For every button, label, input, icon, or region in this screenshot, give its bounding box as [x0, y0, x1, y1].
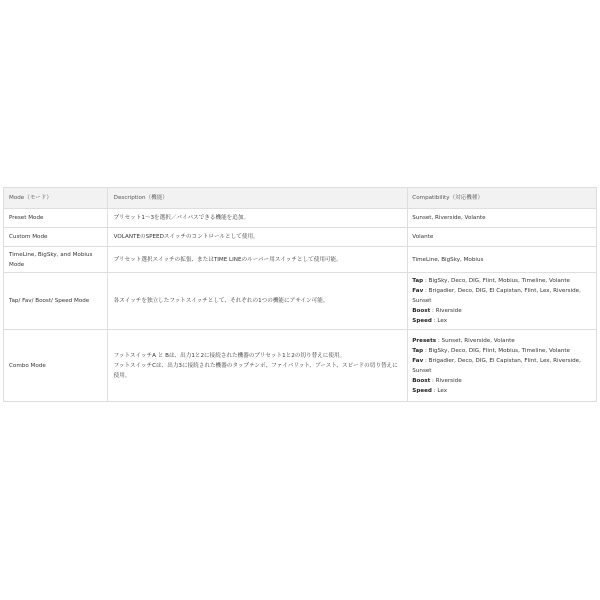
description-cell: 各スイッチを独立したフットスイッチとして、それぞれの1つの機能にアサイン可能。: [107, 273, 408, 330]
description-cell: VOLANTEのSPEEDスイッチのコントロールとして使用。: [107, 228, 408, 247]
header-mode: Mode（モード）: [4, 188, 108, 209]
mode-compatibility-table: [3, 187, 597, 402]
mode-cell: Preset Mode: [4, 209, 108, 228]
compatibility-cell: TimeLine, BigSky, Mobius: [408, 247, 597, 273]
compat-line: Fav : Brigadier, Deco, DIG, El Capistan, Flint, Lex, Riverside, Sunset: [412, 357, 581, 374]
compatibility-cell: Volante: [408, 228, 597, 247]
description-cell: プリセット1～3を選択／バイパスできる機能を追加。: [107, 209, 408, 228]
mode-cell: Tap/ Fav/ Boost/ Speed Mode: [4, 273, 108, 330]
table-row: [4, 228, 597, 247]
table-row: [4, 209, 597, 228]
compatibility-cell: [408, 273, 597, 330]
header-compatibility: Compatibility（対応機種）: [408, 188, 597, 209]
compat-line: Presets : Sunset, Riverside, Volante: [412, 337, 515, 344]
compatibility-cell: [408, 330, 597, 402]
compat-line: Speed : Lex: [412, 318, 448, 324]
table-row: [4, 330, 597, 402]
description-cell: プリセット選択スイッチの拡張、またはTIME LINEのルーパー用スイッチとして使用可能。: [107, 247, 408, 273]
table-header-row: [4, 188, 597, 209]
header-description: Description（機能）: [107, 188, 408, 209]
description-line: フットスイッチCは、出力3に接続された機器のタップテンポ、ファイバリット、ブースト、スピードの切り替えに使用。: [113, 362, 398, 379]
compat-line: Tap : BigSky, Deco, DIG, Flint, Mobius, Timeline, Volante: [412, 347, 570, 354]
compat-line: Speed : Lex: [412, 387, 448, 394]
mode-cell: Combo Mode: [4, 330, 108, 402]
compat-line: Fav : Brigadier, Deco, DIG, El Capistan, Flint, Lex, Riverside, Sunset: [412, 288, 581, 304]
compat-line: Boost : Riverside: [412, 377, 462, 384]
compatibility-cell: Sunset, Riverside, Volante: [408, 209, 597, 228]
mode-cell: Custom Mode: [4, 228, 108, 247]
table-row: [4, 273, 597, 330]
table-row: [4, 247, 597, 273]
description-cell: [107, 330, 408, 402]
description-line: フットスイッチA と Bは、出力1と2に接続された機器のプリセット1と2の切り替えに使用。: [113, 352, 346, 359]
mode-cell: TimeLine, BigSky, and Mobius Mode: [4, 247, 108, 273]
compat-line: Boost : Riverside: [412, 308, 462, 314]
compat-line: Tap : BigSky, Deco, DIG, Flint, Mobius, Timeline, Volante: [412, 278, 570, 284]
